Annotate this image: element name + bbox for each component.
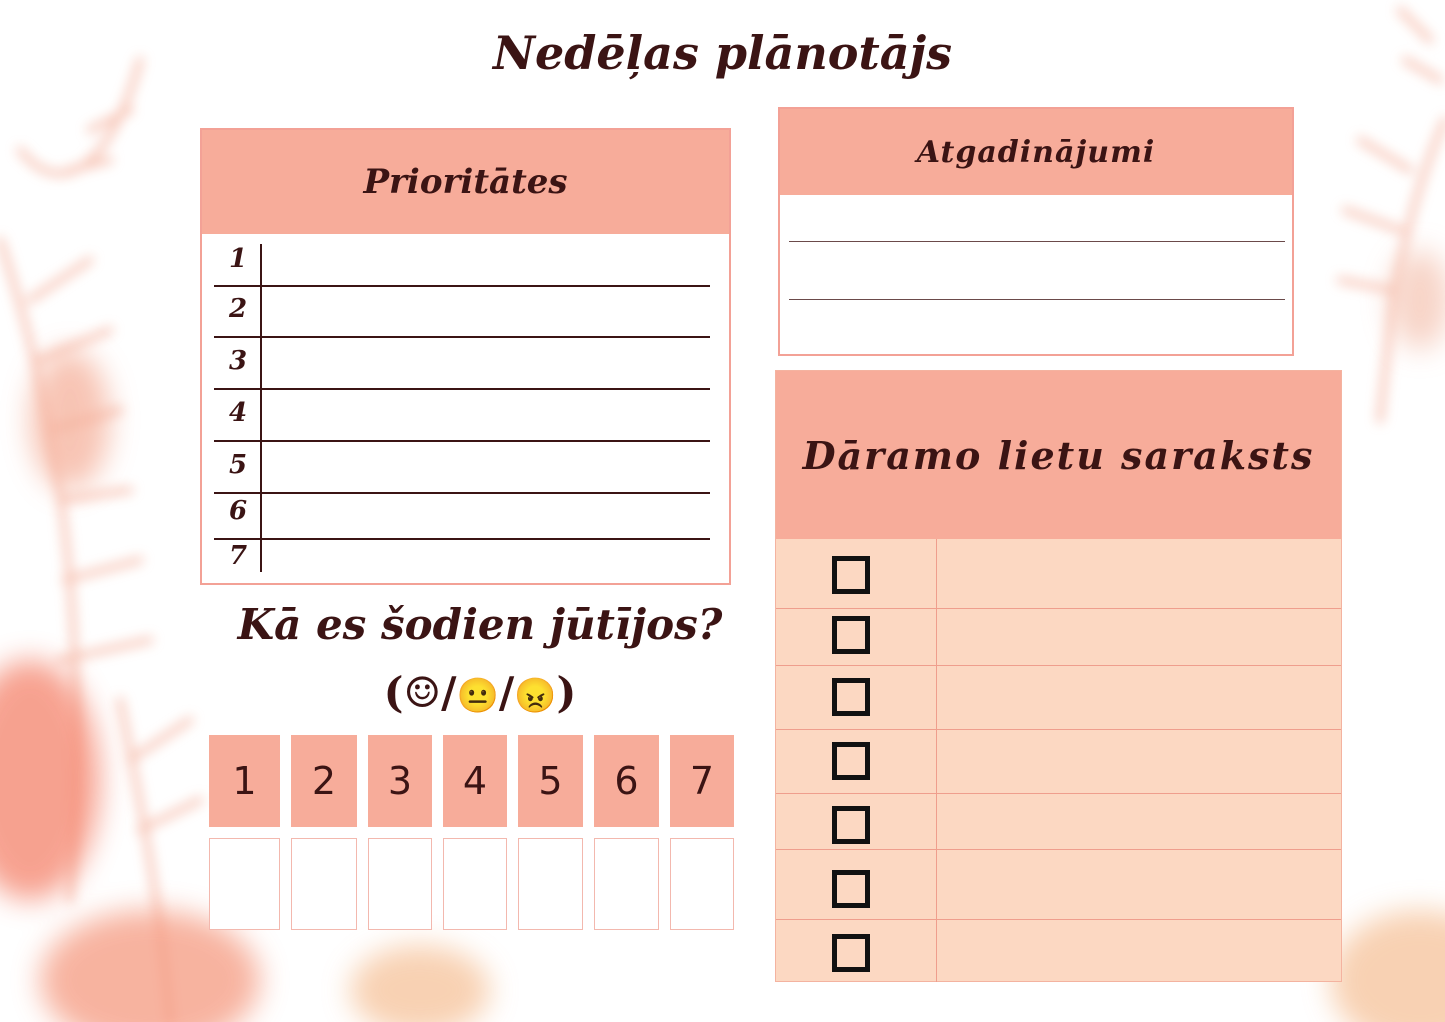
todo-row-line [776,849,1341,850]
reminder-line[interactable] [789,241,1285,242]
reminders-panel [778,107,1294,356]
todo-checkbox[interactable] [832,870,870,908]
priority-number: 3 [228,346,248,376]
priority-line[interactable] [214,492,710,494]
todo-checkbox[interactable] [832,556,870,594]
reminders-heading: Atgadinājumi [780,109,1292,195]
priority-line[interactable] [214,388,710,390]
priority-number: 5 [228,450,248,480]
priority-number: 4 [228,398,248,428]
mood-day-label: 4 [443,735,507,827]
angry-face-icon: 😠 [514,676,557,716]
todo-checkbox[interactable] [832,678,870,716]
page-title: Nedēļas plānotājs [492,26,953,80]
mood-day-label: 5 [518,735,583,827]
mood-day-label: 7 [670,735,734,827]
priority-number: 2 [228,294,248,324]
reminder-line[interactable] [789,299,1285,300]
mood-entry-box[interactable] [443,838,507,930]
mood-day-label: 2 [291,735,357,827]
todo-row-line [776,665,1341,666]
priorities-panel [200,128,731,585]
priority-line[interactable] [214,440,710,442]
todo-checkbox[interactable] [832,806,870,844]
todo-panel [775,370,1342,982]
mood-day-label: 6 [594,735,659,827]
todo-row-line [776,919,1341,920]
mood-day-label: 1 [209,735,280,827]
smile-icon: ☺ [403,668,442,717]
priority-line[interactable] [214,538,710,540]
mood-entry-box[interactable] [518,838,583,930]
todo-row-line [776,793,1341,794]
priority-number: 7 [228,541,248,571]
priority-number: 1 [228,244,248,274]
mood-entry-box[interactable] [594,838,659,930]
mood-entry-box[interactable] [209,838,280,930]
todo-row-line [776,608,1341,609]
mood-day-label: 3 [368,735,432,827]
todo-divider [936,539,937,982]
mood-entry-box[interactable] [291,838,357,930]
mood-entry-box[interactable] [670,838,734,930]
priorities-list [214,244,710,574]
priorities-heading: Prioritātes [202,130,729,234]
mood-entry-box[interactable] [368,838,432,930]
priority-number: 6 [228,496,248,526]
mood-faces: (☺/😐/😠) [383,668,577,717]
todo-heading: Dāramo lietu saraksts [776,371,1341,539]
todo-checkbox[interactable] [832,934,870,972]
neutral-face-icon: 😐 [456,676,499,716]
todo-checkbox[interactable] [832,616,870,654]
priority-line[interactable] [214,285,710,287]
todo-row-line [776,729,1341,730]
todo-checkbox[interactable] [832,742,870,780]
priority-line[interactable] [214,336,710,338]
mood-question: Kā es šodien jūtījos? [237,600,723,649]
